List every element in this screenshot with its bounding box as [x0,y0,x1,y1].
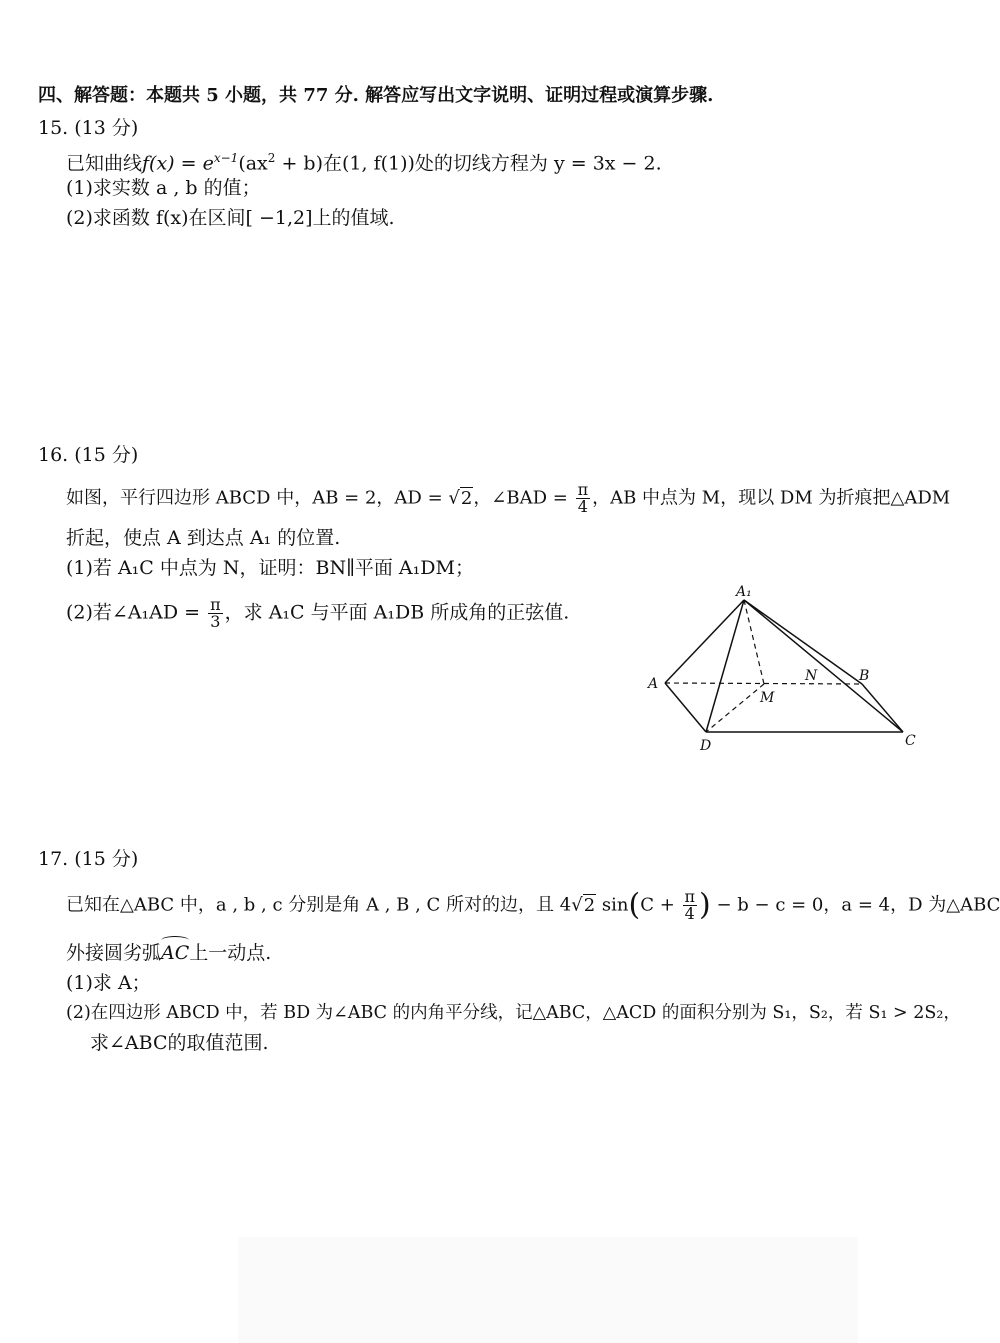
label-N: N [805,668,818,684]
q16-part2-b: ，求 A₁C 与平面 A₁DB 所成角的正弦值. [224,601,570,624]
q17-stem-c: C + [640,894,681,916]
q15-stem-sq: 2 [267,151,276,165]
q16-stem: 如图，平行四边形 ABCD 中，AB = 2，AD = √2，∠BAD = $\frac{\pi}{4}$ ，AB 中点为 M，现以 DM 为折痕把△ADM [66,480,951,516]
q15-part2: (2)求函数 f(x)在区间[ −1,2]上的值域. [66,207,395,229]
q17-frac [683,889,698,922]
label-A1: A₁ [736,584,752,600]
q17-part1: (1)求 A； [66,972,151,994]
label-A: A [648,676,659,692]
q16-frac-den: 4 [577,497,588,516]
label-C: C [905,733,916,749]
q15-stem-fx: f(x) = e [142,152,214,175]
q17-stem-sqrt: 2 [583,894,596,916]
q16-stem-sqrt: 2 [460,487,473,509]
q15-stem-mid: (ax [238,152,268,175]
q17-stem-sin: sin [596,894,629,916]
q16-part2 [66,597,569,630]
q17-stem-d: − b − c = 0，a = 4，D 为△ABC [710,894,1000,916]
section-header: 四、解答题：本题共 5 小题，共 77 分. 解答应写出文字说明、证明过程或演算步骤. [38,85,714,106]
pyramid-figure [640,580,930,760]
q17-stem: 已知在△ABC 中，a , b , c 分别是角 A , B , C 所对的边，且 4√2 sin(C + $\frac{\pi}{4}$ ) − b − c = 0，a = 4，D 为△ABC [66,887,1000,923]
edge-M-D-dashed [706,684,764,732]
q17-stem-a: 已知在△ABC 中，a , b , c 分别是角 A , B , C 所对的边，且 4 [66,894,572,916]
q16-stem-a: 如图，平行四边形 ABCD 中，AB = 2，AD = [66,487,449,509]
q15-part1: (1)求实数 a , b 的值； [66,177,261,199]
q16-part2-frac [208,597,223,630]
q16-part2-num: π [210,595,221,614]
q15-stem [66,146,662,175]
q17-stem-line2-b: 上一动点. [189,942,272,964]
label-B: B [859,668,870,684]
edge-A-D [665,683,706,732]
q17-frac-den: 4 [684,904,695,923]
q16-stem-b: ，∠BAD = [473,487,574,509]
q15-number: 15. (13 分) [38,117,139,139]
label-M: M [760,690,775,706]
q16-part2-a: (2)若∠A₁AD = [66,601,207,624]
label-D: D [700,738,712,754]
q17-arc-ac: AC [161,942,190,964]
q17-frac-num: π [684,887,696,906]
q15-stem-exp: x−1 [213,151,239,165]
q16-frac-num: π [577,480,589,499]
q16-stem-c: ，AB 中点为 M，现以 DM 为折痕把△ADM [592,487,951,509]
q16-stem-line2: 折起，使点 A 到达点 A₁ 的位置. [66,527,341,549]
edge-B-C [862,684,903,732]
q15-stem-prefix: 已知曲线 [66,152,143,175]
q17-stem-line2-a: 外接圆劣弧 [66,942,162,964]
q15-stem-mid2: + b)在(1, f(1))处的切线方程为 y = 3x − 2. [275,152,662,175]
q16-part2-den: 3 [210,612,221,631]
q16-frac [576,482,591,515]
q17-number: 17. (15 分) [38,848,139,870]
blank-answer-area [238,1237,858,1343]
q17-stem-line2 [66,941,271,965]
q16-number: 16. (15 分) [38,444,139,466]
q17-part2-line2: 求∠ABC的取值范围. [90,1032,269,1054]
edge-A1-C [744,600,903,732]
q17-part2-line1: (2)在四边形 ABCD 中，若 BD 为∠ABC 的内角平分线，记△ABC，△ACD 的面积分别为 S₁，S₂，若 S₁ > 2S₂， [66,1003,961,1023]
edge-A1-B [744,600,862,684]
q16-part1: (1)若 A₁C 中点为 N，证明：BN∥平面 A₁DM； [66,557,474,579]
